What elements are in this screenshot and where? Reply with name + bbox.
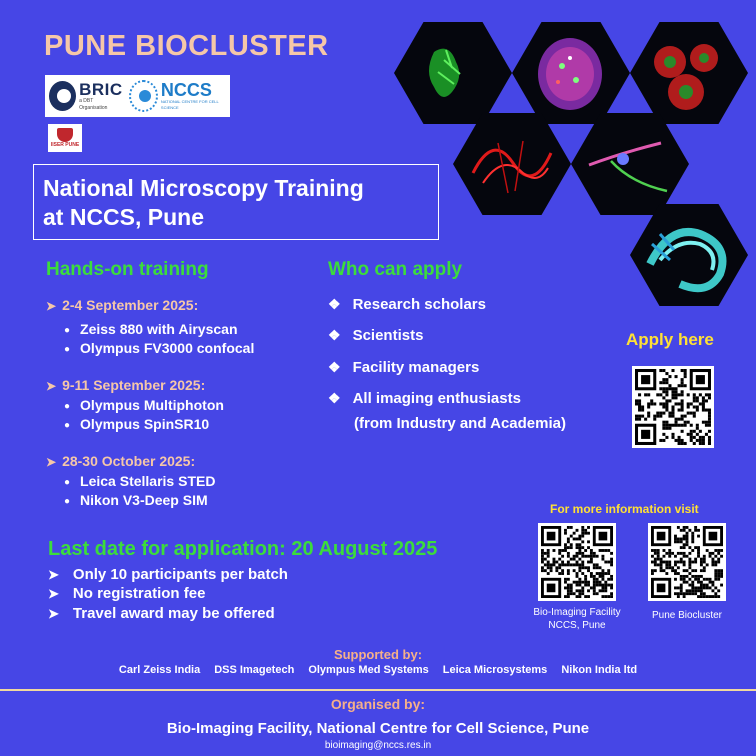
nccs-logo-icon <box>129 80 158 112</box>
dot-bullet-icon: ● <box>64 496 71 507</box>
sponsor-name: Olympus Med Systems <box>308 664 429 676</box>
hands-on-heading: Hands-on training <box>46 259 209 280</box>
batch-3-instrument: ● Nikon V3-Deep SIM <box>64 492 208 508</box>
bio-imaging-qr-code[interactable] <box>538 523 616 601</box>
deadline-note: ➤ No registration fee <box>48 585 206 602</box>
bio-imaging-qr-caption: Bio-Imaging Facility NCCS, Pune <box>533 607 621 631</box>
microscopy-image-hex-1 <box>394 22 512 124</box>
sponsor-list <box>0 664 756 676</box>
organiser-email[interactable]: bioimaging@nccs.res.in <box>324 740 432 751</box>
supported-by-label: Supported by: <box>333 647 423 662</box>
eligibility-item: ❖ All imaging enthusiasts <box>328 390 521 407</box>
bric-nccs-logo <box>45 75 230 117</box>
page-title: PUNE BIOCLUSTER <box>44 30 329 62</box>
arrow-bullet-icon: ➤ <box>46 299 57 313</box>
organiser-name: Bio-Imaging Facility, National Centre for Cell Science, Pune <box>166 720 590 737</box>
sponsor-name: Leica Microsystems <box>442 664 548 676</box>
diamond-bullet-icon: ❖ <box>328 296 341 312</box>
apply-qr-code[interactable] <box>632 366 714 448</box>
microscopy-image-hex-4 <box>453 113 571 215</box>
dot-bullet-icon: ● <box>64 344 71 355</box>
event-title-line-2: at NCCS, Pune <box>43 204 205 230</box>
dot-bullet-icon: ● <box>64 325 71 336</box>
sponsor-name: DSS Imagetech <box>214 664 295 676</box>
microscopy-image-hex-3 <box>630 22 748 124</box>
dot-bullet-icon: ● <box>64 420 71 431</box>
microscopy-image-hex-6 <box>630 204 748 306</box>
pune-biocluster-qr-code[interactable] <box>648 523 726 601</box>
deadline-note: ➤ Only 10 participants per batch <box>48 566 288 583</box>
nccs-logo-subtitle: NATIONAL CENTRE FOR CELL SCIENCE <box>160 99 219 110</box>
batch-1-instrument: ● Olympus FV3000 confocal <box>64 340 255 356</box>
event-title-line-1: National Microscopy Training <box>43 175 364 201</box>
batch-2-instrument: ● Olympus SpinSR10 <box>64 416 210 432</box>
footer-divider <box>0 689 756 691</box>
diamond-bullet-icon: ❖ <box>328 390 341 406</box>
diamond-bullet-icon: ❖ <box>328 327 341 343</box>
diamond-bullet-icon: ❖ <box>328 359 341 375</box>
iiser-logo <box>48 124 82 152</box>
batch-2-dates: ➤ 9-11 September 2025: <box>46 377 206 393</box>
iiser-logo-text: IISER PUNE <box>50 141 80 148</box>
who-can-apply-heading: Who can apply <box>328 259 463 280</box>
batch-3-dates: ➤ 28-30 October 2025: <box>46 453 196 469</box>
organised-by-label: Organised by: <box>330 696 426 712</box>
arrow-bullet-icon: ➤ <box>46 455 57 469</box>
bric-logo-text: BRIC <box>79 79 123 99</box>
dot-bullet-icon: ● <box>64 401 71 412</box>
arrow-bullet-icon: ➤ <box>48 586 59 601</box>
arrow-bullet-icon: ➤ <box>48 567 59 582</box>
eligibility-item: ❖ Facility managers <box>328 359 480 376</box>
batch-1-dates: ➤ 2-4 September 2025: <box>46 297 199 313</box>
batch-2-instrument: ● Olympus Multiphoton <box>64 397 224 413</box>
eligibility-item: ❖ Research scholars <box>328 296 486 313</box>
sponsor-name: Carl Zeiss India <box>118 664 201 676</box>
microscopy-image-hex-5 <box>571 113 689 215</box>
deadline-note: ➤ Travel award may be offered <box>48 605 275 622</box>
eligibility-note: (from Industry and Academia) <box>354 415 566 432</box>
sponsor-name: Nikon India ltd <box>561 664 638 676</box>
iiser-logo-icon <box>57 128 73 142</box>
batch-1-instrument: ● Zeiss 880 with Airyscan <box>64 321 238 337</box>
dot-bullet-icon: ● <box>64 477 71 488</box>
batch-3-instrument: ● Leica Stellaris STED <box>64 473 216 489</box>
apply-here-label: Apply here <box>626 330 714 349</box>
arrow-bullet-icon: ➤ <box>46 379 57 393</box>
pune-biocluster-qr-caption: Pune Biocluster <box>651 610 723 621</box>
bric-logo-subtitle: a DBT Organisation <box>79 97 108 111</box>
arrow-bullet-icon: ➤ <box>48 606 59 621</box>
microscopy-image-hex-2 <box>512 22 630 124</box>
nccs-logo-text: NCCS <box>160 80 212 100</box>
event-title-box <box>33 164 439 240</box>
deadline-text: Last date for application: 20 August 2025 <box>48 538 438 560</box>
more-info-label: For more information visit <box>550 502 699 516</box>
bric-logo-icon <box>49 81 76 111</box>
eligibility-item: ❖ Scientists <box>328 327 424 344</box>
